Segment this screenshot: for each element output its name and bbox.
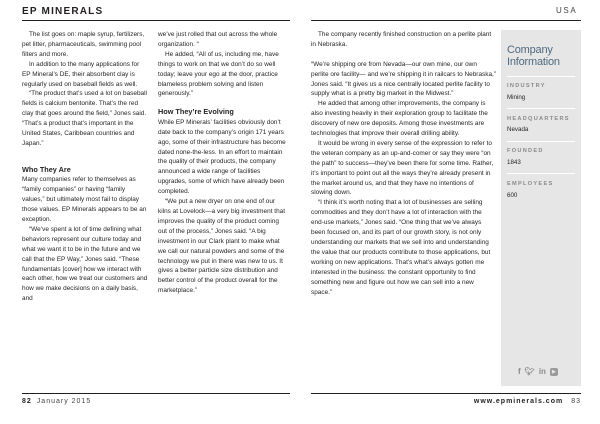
- youtube-icon[interactable]: ▶: [550, 368, 558, 376]
- footer-right: [474, 398, 581, 405]
- sidebar-divider: [507, 141, 575, 142]
- paragraph: While EP Minerals’ facilities obviously don’t date back to the company’s origin 171 years ago, some of their infrastructure has become dated none-the-less. In an effort to maintain the quality of their products, the company announced a wide range of facilities upgrades, some of which have already been completed.: [158, 118, 286, 196]
- paragraph: He added, “All of us, including me, have things to work on that we don’t do so well today; leave your ego at the door, practice blameless problem solving and listen generously.”: [158, 50, 279, 98]
- footer-rule-right: [311, 393, 581, 394]
- employees-label: EMPLOYEES: [507, 181, 554, 187]
- sidebar-divider: [507, 108, 575, 109]
- employees-value: 600: [507, 192, 518, 199]
- section-heading: Who They Are: [22, 164, 71, 174]
- linkedin-icon[interactable]: in: [538, 367, 546, 376]
- sidebar-title: [507, 44, 560, 68]
- footer-rule-left: [22, 393, 290, 394]
- footer-left: [22, 398, 91, 405]
- paragraph: It would be wrong in every sense of the expression to refer to the veteran company as an up-and-comer or say they were “on the path” to success—they’ve been there for some time. Rather, it’s important to point out all the ways they’re already present in the market around us, and that they have no intentions of slowing down.: [311, 139, 494, 197]
- paragraph: “The product that’s used a lot on baseball fields is calcium bentonite. That’s the red clay that goes around the field,” Jones said. “That’s a product that’s important in the United States, Caribbean countries and Japan.”: [22, 90, 147, 147]
- page-number-right: 83: [571, 398, 581, 405]
- header-rule-right: [311, 20, 581, 21]
- sidebar-divider: [507, 76, 575, 77]
- industry-value: Mining: [507, 94, 526, 101]
- twitter-icon[interactable]: 🐦︎: [524, 367, 535, 376]
- paragraph: He added that among other improvements, the company is also investing heavily in their exploration group to facilitate the discovery of new ore deposits. Among those investments are technologies that improve their overall drilling ability.: [311, 100, 488, 138]
- page-number-left: 82: [22, 398, 32, 405]
- social-links: [518, 367, 558, 377]
- section-heading: How They’re Evolving: [158, 107, 234, 117]
- paragraph: In addition to the many applications for EP Mineral’s DE, their absorbent clay is regularly used on baseball fields as well.: [22, 60, 140, 88]
- paragraph: “I think it’s worth noting that a lot of businesses are selling commodities and they don’t have a lot of interaction with the end-use markets,” Jones said. “One thing that we’ve always been focused on, and its part of our growth story, is not only understanding our markets that we sell into and understanding the value that our products contribute to those applications, but working on new applications. That’s what’s always gotten me interested in the business: the constant opportunity to find something new and figure out how we can sell into a new space.”: [311, 199, 491, 296]
- paragraph: we’ve just rolled that out across the whole organization. “: [158, 31, 278, 48]
- sidebar-title-line: Information: [507, 56, 560, 68]
- article-column-1: [22, 30, 148, 304]
- industry-label: INDUSTRY: [507, 83, 546, 89]
- founded-value: 1843: [507, 159, 521, 166]
- sidebar-title-line: Company: [507, 44, 553, 56]
- article-column-2: [158, 30, 287, 296]
- article-column-3: [311, 30, 496, 297]
- paragraph: Many companies refer to themselves as “family companies” or having “family values,” but ultimately most fail to display those values. EP Minerals appears to be an exception.: [22, 176, 147, 223]
- founded-label: FOUNDED: [507, 148, 544, 154]
- issue-date: January 2015: [36, 398, 92, 405]
- page-header: [0, 0, 600, 24]
- paragraph: The list goes on: maple syrup, fertilizers, pet litter, pharmaceuticals, swimming pool filters and more.: [22, 31, 145, 58]
- company-info-sidebar: [501, 30, 581, 386]
- website-link[interactable]: www.epminerals.com: [473, 398, 564, 405]
- header-rule-left: [22, 20, 290, 21]
- brand-name: EP MINERALS: [22, 6, 104, 17]
- headquarters-value: Nevada: [507, 126, 529, 133]
- region-label: USA: [556, 6, 578, 15]
- paragraph: “We’ve spent a lot of time defining what behaviors represent our culture today and what we want it to be in the future and we call that the EP Way,” Jones said. “These fundamentals [cover] how we interact with each other, how we treat our customers and how we make decisions on a daily basis, and: [22, 225, 148, 303]
- paragraph: The company recently finished construction on a perlite plant in Nebraska.: [311, 31, 492, 48]
- paragraph: “We’re shipping ore from Nevada—our own mine, our own perlite ore facility— and we’re shipping it in railcars to Nebraska,” Jones said. “It gives us a nice centrally located perlite facility to supply what is a pretty big market in the Midwest.”: [311, 60, 496, 98]
- facebook-icon[interactable]: f: [518, 367, 521, 376]
- sidebar-divider: [507, 173, 575, 174]
- headquarters-label: HEADQUARTERS: [507, 116, 570, 122]
- paragraph: “We put a new dryer on one end of our kilns at Lovelock—a very big investment that improves the quality of the product coming out of the process,” Jones said. “A big investment in our Clark plant to make what we call our natural powders and some of the technology we put in there was new to us. It gives a better particle size distribution and better control of the product overall for the marketplace.”: [158, 198, 286, 295]
